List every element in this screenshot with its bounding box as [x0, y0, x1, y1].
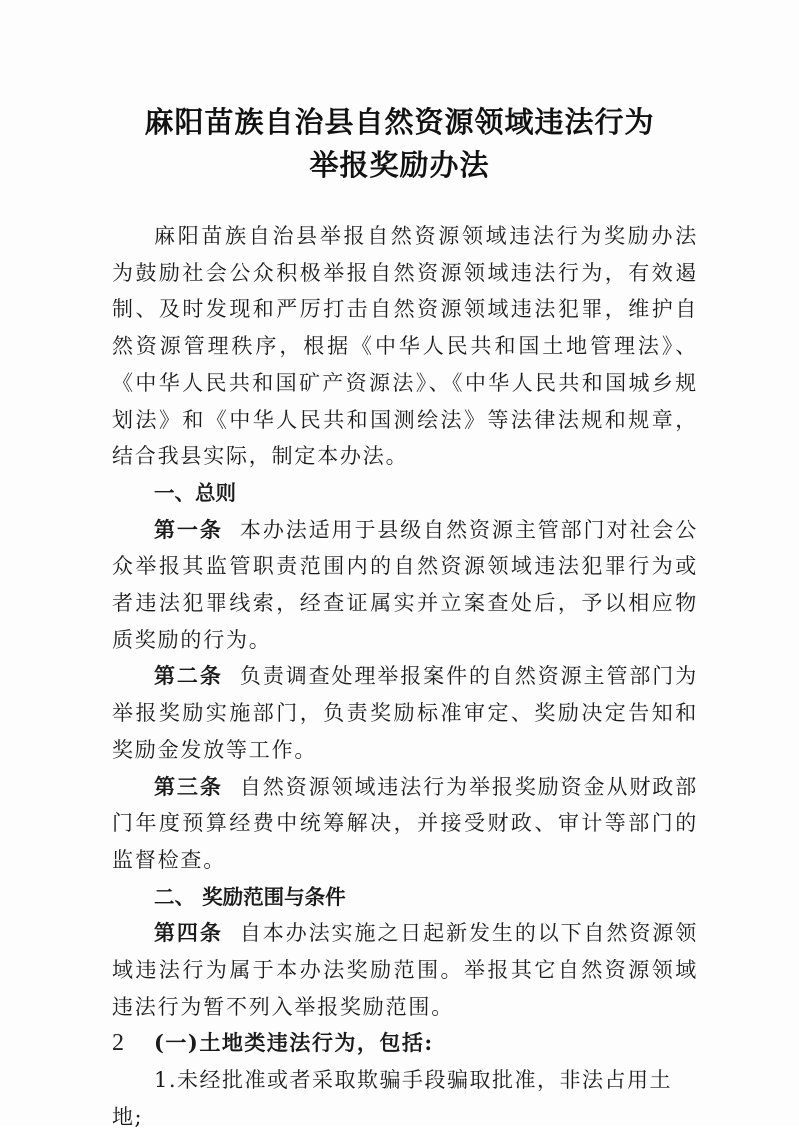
article1-text: 本办法适用于县级自然资源主管部门对社会公众举报其监管职责范围内的自然资源领域违法犯罪行为或者违法犯罪线索，经查证属实并立案查处后，予以相应物质奖励的行为。 — [112, 517, 698, 652]
article1-paragraph — [112, 512, 698, 659]
document-title-line1: 麻阳苗族自治县自然资源领域违法行为 — [144, 105, 655, 139]
article4-paragraph — [112, 915, 698, 1025]
article2-label: 第二条 — [154, 664, 223, 689]
list-item: 1.未经批准或者采取欺骗手段骗取批准，非法占用土地; — [112, 1068, 673, 1129]
section2-heading: 二、 奖励范围与条件 — [154, 884, 346, 909]
document-title-line2: 举报奖励办法 — [309, 148, 490, 182]
article4-text: 自本办法实施之日起新发生的以下自然资源领域违法行为属于本办法奖励范围。举报其它自然资源领域违法行为暂不列入举报奖励范围。 — [112, 921, 698, 1019]
page-number: 2 — [112, 1030, 124, 1056]
article1-label: 第一条 — [154, 517, 223, 542]
article2-paragraph — [112, 658, 698, 768]
subsection1-heading: (一)土地类违法行为，包括: — [154, 1030, 434, 1056]
section1-heading: 一、总则 — [154, 480, 236, 505]
article4-label: 第四条 — [154, 921, 223, 946]
article3-paragraph — [112, 769, 698, 879]
document-body — [112, 218, 698, 1136]
article3-label: 第三条 — [154, 774, 223, 799]
intro-paragraph: 麻阳苗族自治县举报自然资源领域违法行为奖励办法为鼓励社会公众积极举报自然资源领域违法行为，有效遏制、及时发现和严厉打击自然资源领域违法犯罪，维护自然资源管理秩序，根据《中华人民共和国土地管理法》、《中华人民共和国矿产资源法》、《中华人民共和国城乡规划法》和《中华人民共和国测绘法》等法律法规和规章，结合我县实际，制定本办法。 — [112, 224, 698, 469]
article2-text: 负责调查处理举报案件的自然资源主管部门为举报奖励实施部门，负责奖励标准审定、奖励决定告知和奖励金发放等工作。 — [112, 664, 698, 762]
article3-text: 自然资源领域违法行为举报奖励资金从财政部门年度预算经费中统筹解决，并接受财政、审计等部门的监督检查。 — [112, 774, 698, 872]
